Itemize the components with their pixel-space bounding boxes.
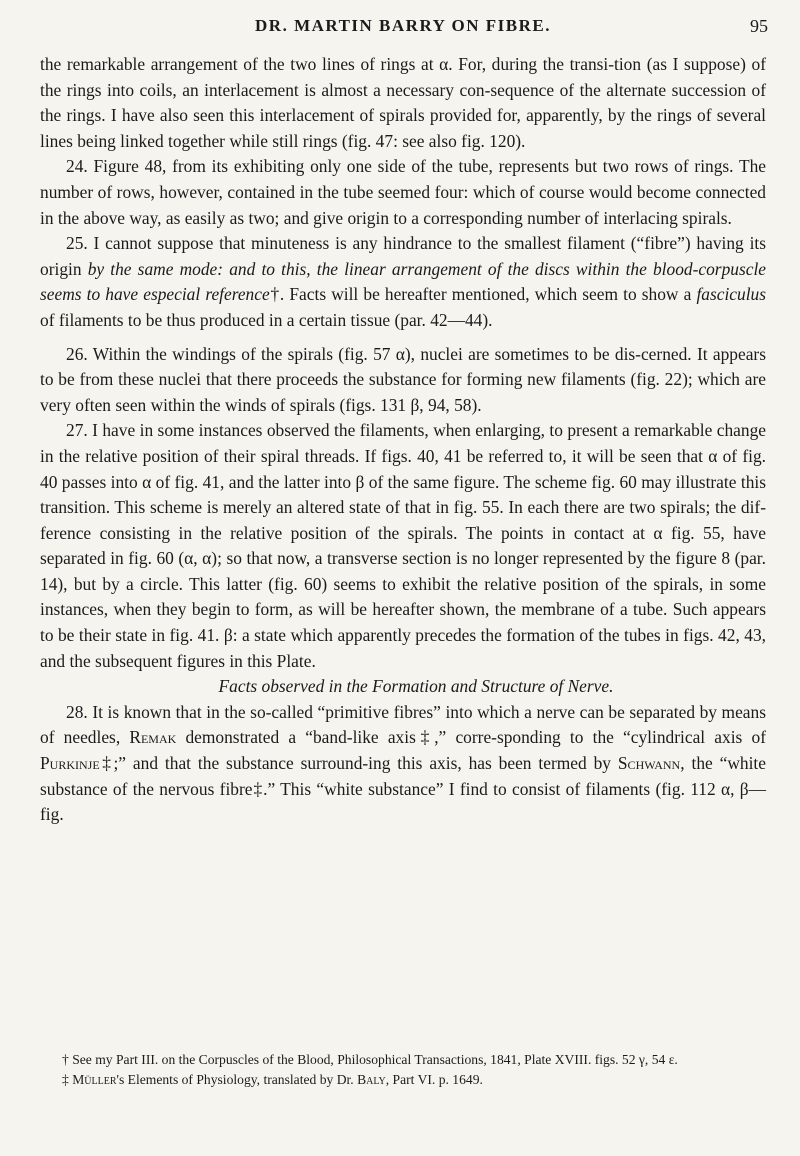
page-header [38, 10, 768, 44]
running-head: DR. MARTIN BARRY ON FIBRE. [255, 16, 551, 35]
section-heading: Facts observed in the Formation and Structure of Nerve. [218, 676, 614, 697]
paragraph-continuation: the remarkable arrangement of the two lines of rings at α. For, during the transi-tion (as I suppose) of the rings into coils, an interlacement is almost a necessary con-sequence of the alternate succession of the rings. I have also seen this interlacement of spirals provided for, apparently, by the rings of several lines being linked together while still rings (fig. 47: see also fig. 120). [40, 54, 766, 151]
page-number: 95 [750, 16, 768, 36]
footnotes [40, 1050, 766, 1090]
paragraph-26: 26. Within the windings of the spirals (fig. 57 α), nuclei are sometimes to be dis-cerned. It appears to be from these nuclei that there proceeds the substance for forming new filaments (fig. 22); which are very often seen within the winds of spirals (figs. 131 β, 94, 58). [40, 343, 766, 415]
body-text [40, 52, 766, 828]
paragraph-24: 24. Figure 48, from its exhibiting only one side of the tube, represents but two rows of rings. The number of rows, however, contained in the tube seemed four: which of course would become connected in the above way, as easily as two; and give origin to a corresponding number of interlacing spirals. [40, 156, 766, 228]
footnote-double-dagger: ‡ Müller's Elements of Physiology, translated by Dr. Baly, Part VI. p. 1649. [62, 1072, 483, 1087]
paragraph-25: 25. I cannot suppose that minuteness is any hindrance to the smallest filament (“fibre”) having its origin by the same mode: and to this, the linear arrangement of the discs within the blood-corpuscle seems to have especial reference†. Facts will be hereafter mentioned, which seem to show a fasciculus of filaments to be thus produced in a certain tissue (par. 42—44). [40, 233, 766, 330]
footnote-dagger: † See my Part III. on the Corpuscles of the Blood, Philosophical Transactions, 1841, Plate XVIII. figs. 52 γ, 54 ε. [62, 1052, 678, 1067]
paragraph-28: 28. It is known that in the so-called “primitive fibres” into which a nerve can be separated by means of needles, Remak demonstrated a “band-like axis‡,” corre-sponding to the “cylindrical axis of Purkinje‡;” and that the substance surround-ing this axis, has been termed by Schwann, the “white substance of the nervous fibre‡.” This “white substance” I find to consist of filaments (fig. 112 α, β—fig. [40, 701, 766, 825]
paragraph-27: 27. I have in some instances observed the filaments, when enlarging, to present a remarkable change in the relative position of their spiral threads. If figs. 40, 41 be referred to, it will be seen that α of fig. 40 passes into α of fig. 41, and the latter into β of the same figure. The scheme fig. 60 may illustrate this transition. This scheme is merely an altered state of that in fig. 55. In each there are two spirals; the dif-ference consisting in the relative position of the spirals. The points in contact at α fig. 55, have separated in fig. 60 (α, α); so that now, a transverse section is no longer represented by the figure 8 (par. 14), but by a circle. This latter (fig. 60) seems to exhibit the relative position of the spirals, in some instances, when they begin to form, as will be hereafter shown, the membrane of a tube. Such appears to be their state in fig. 41. β: a state which apparently precedes the formation of the tubes in figs. 42, 43, and the subsequent figures in this Plate. [40, 420, 766, 671]
